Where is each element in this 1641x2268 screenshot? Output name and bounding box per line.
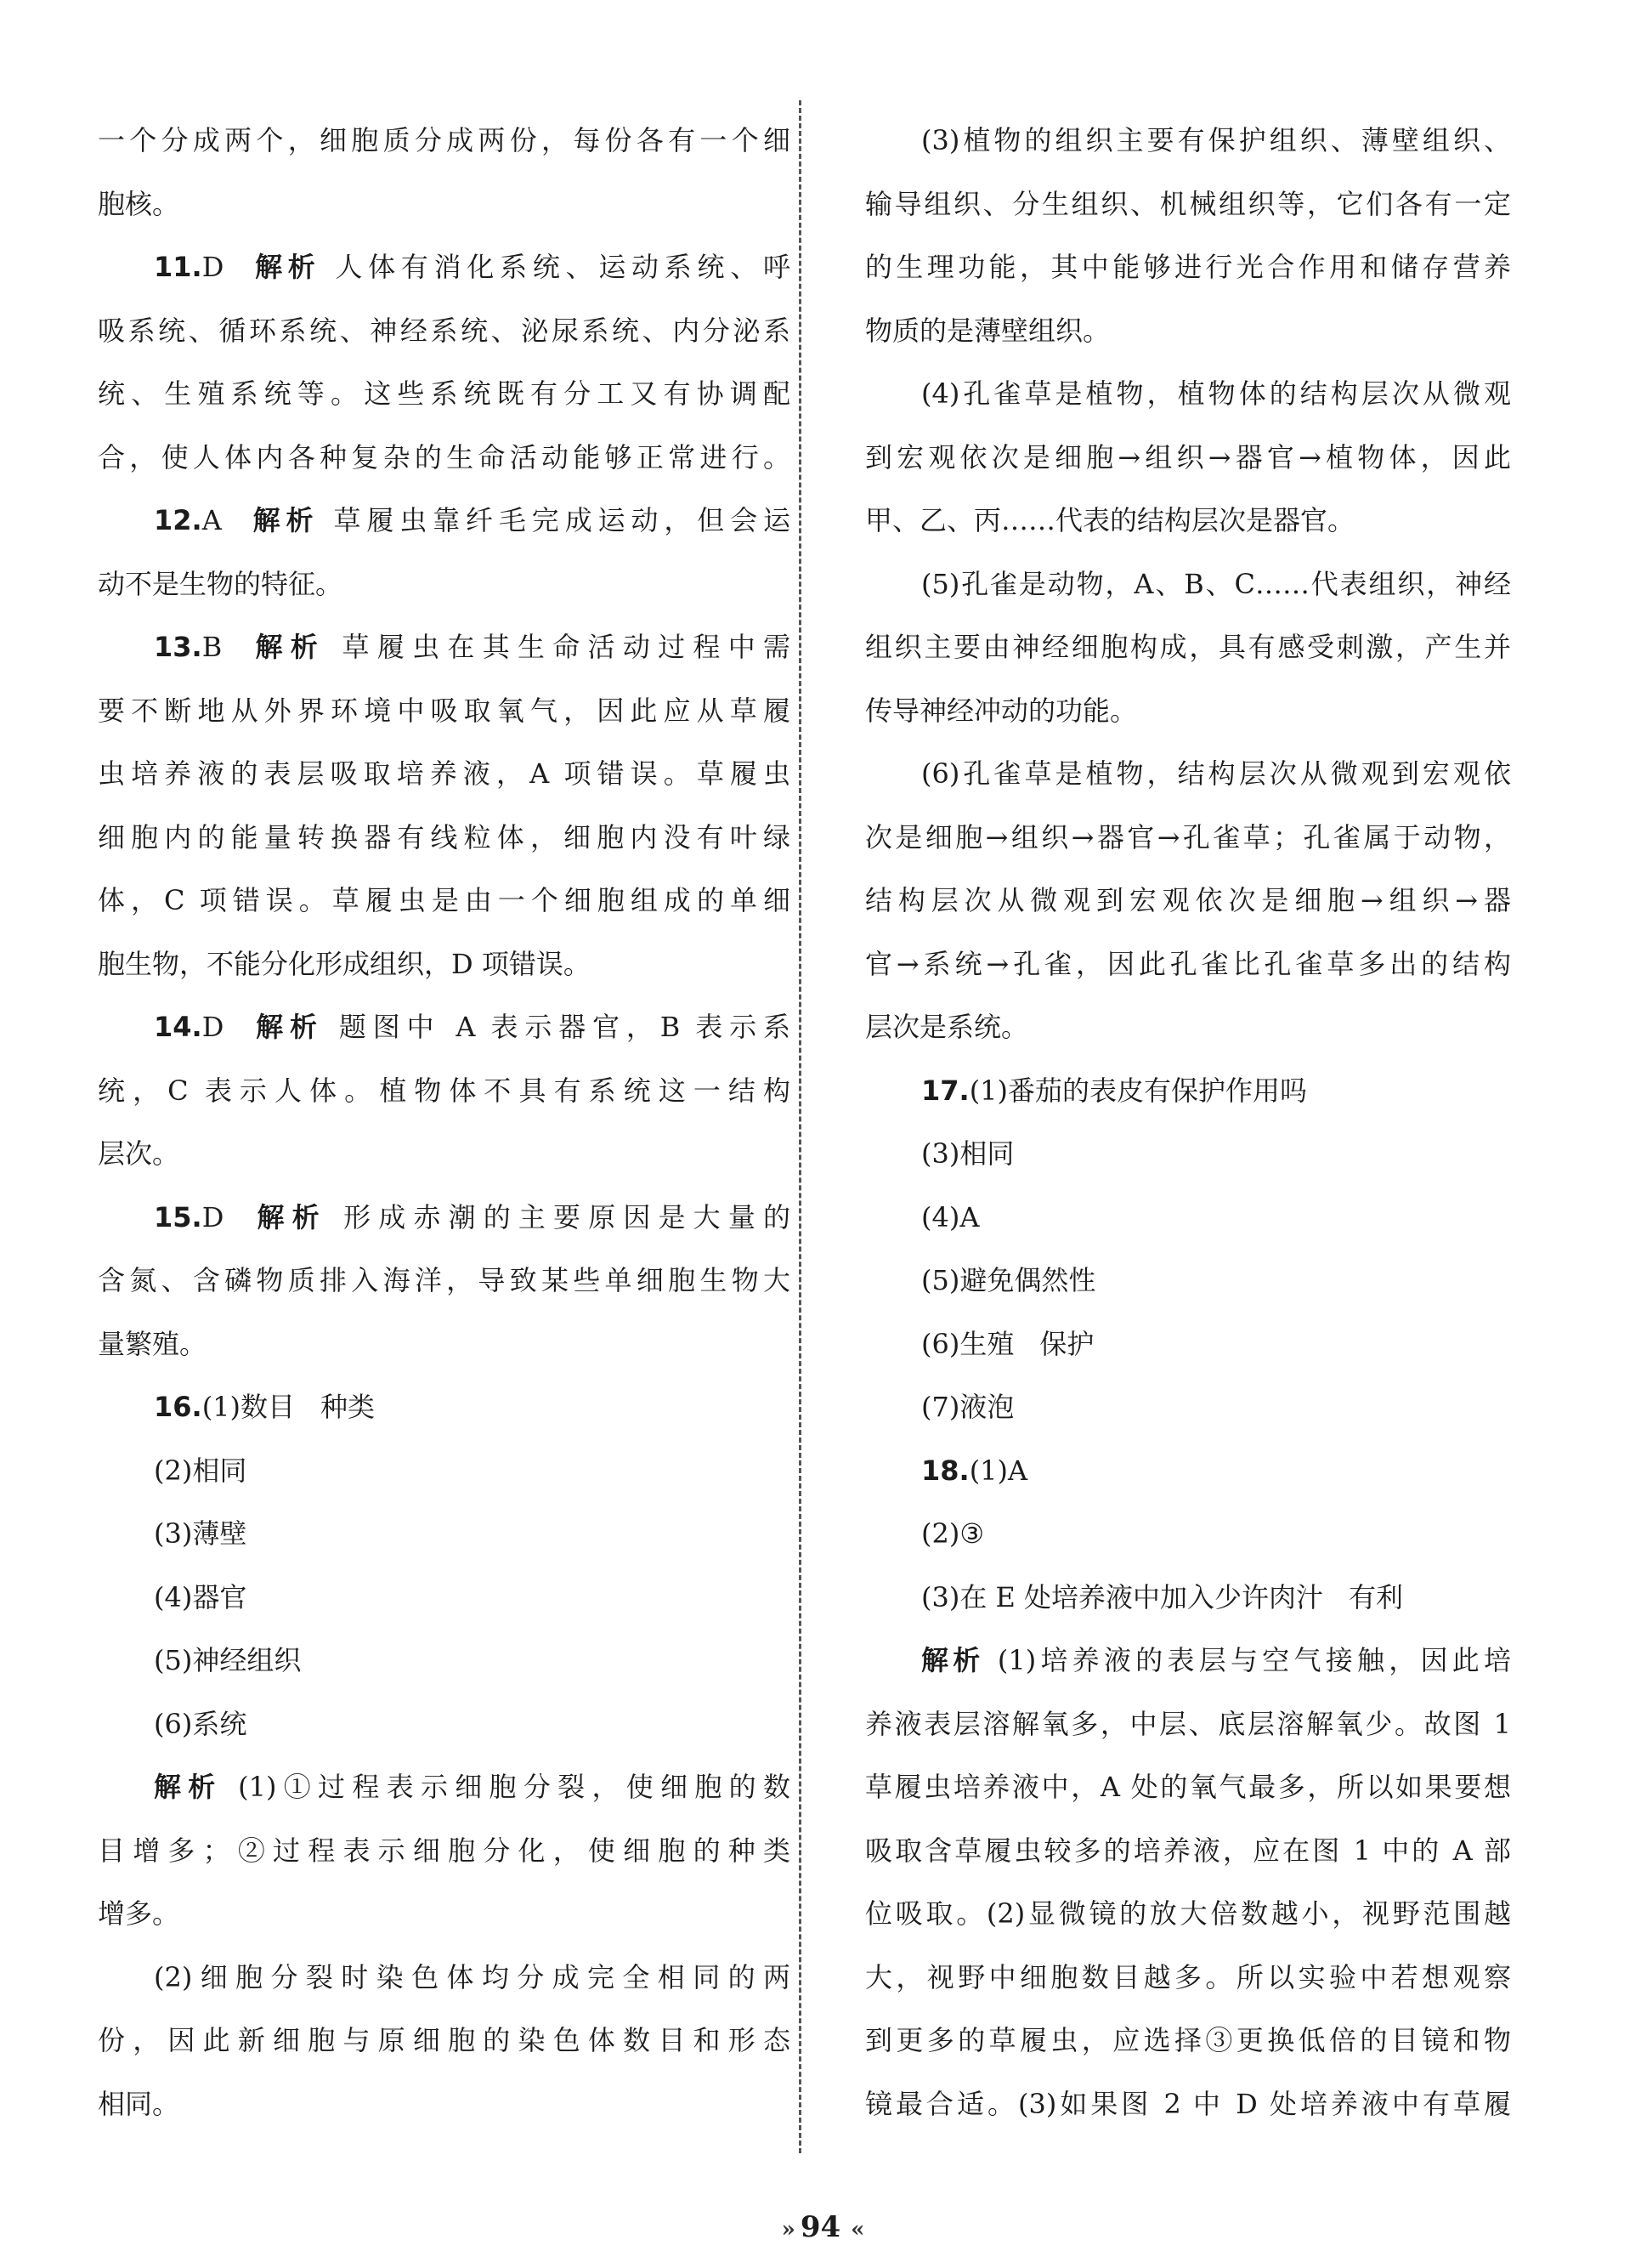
line-text: 大，视野中细胞数目越多。所以实验中若想观察 <box>865 1960 1511 1993</box>
line-text: 输导组织、分生组织、机械组织等，它们各有一定 <box>865 187 1511 220</box>
line-text: 层次是系统。 <box>865 1011 1029 1043</box>
text-line <box>865 1186 1511 1250</box>
text-line <box>865 1313 1511 1376</box>
text-line <box>865 1502 1511 1566</box>
line-text: 份，因此新细胞与原细胞的染色体数目和形态 <box>98 2024 790 2056</box>
line-text: 相同。 <box>98 2087 180 2120</box>
line-text: (3)相同 <box>921 1137 1015 1170</box>
analysis-label: 解析 <box>249 251 321 283</box>
line-text: (6)系统 <box>154 1707 247 1740</box>
line-text: 含氮、含磷物质排入海洋，导致某些单细胞生物大 <box>98 1264 790 1296</box>
text-line <box>865 299 1511 363</box>
line-text: (3)植物的组织主要有保护组织、薄壁组织、 <box>921 124 1511 156</box>
text-line <box>865 109 1511 173</box>
line-text: 草履虫在其生命活动过程中需 <box>342 631 790 663</box>
line-text: (2)细胞分裂时染色体均分成完全相同的两 <box>154 1960 790 1993</box>
line-text: 虫培养液的表层吸取培养液，A 项错误。草履虫 <box>98 757 790 790</box>
text-line <box>98 1375 790 1439</box>
line-text: 增多。 <box>98 1897 180 1930</box>
page-number: 94 <box>800 2210 841 2244</box>
text-line <box>98 1692 790 1756</box>
text-line <box>98 1059 790 1123</box>
text-line <box>865 1059 1511 1123</box>
text-line <box>98 2009 790 2072</box>
answer-letter: D <box>201 1011 224 1043</box>
line-text: 胞核。 <box>98 187 180 220</box>
line-text: 动不是生物的特征。 <box>98 567 343 600</box>
text-line <box>865 1122 1511 1186</box>
line-text: 体，C 项错误。草履虫是由一个细胞组成的单细 <box>98 884 790 916</box>
line-text: (2)相同 <box>154 1454 247 1487</box>
text-line <box>98 1819 790 1883</box>
text-line <box>98 1313 790 1376</box>
text-line <box>98 1502 790 1566</box>
text-line <box>98 109 790 173</box>
text-line <box>865 1946 1511 2010</box>
text-line <box>865 2072 1511 2136</box>
line-text: 物质的是薄壁组织。 <box>865 314 1111 347</box>
question-number: 11. <box>154 251 202 283</box>
text-line <box>865 2009 1511 2072</box>
text-line <box>98 299 790 363</box>
line-text: 统，C 表示人体。植物体不具有系统这一结构 <box>98 1074 790 1107</box>
analysis-label: 解析 <box>154 1771 223 1803</box>
text-line <box>98 1249 790 1313</box>
text-line <box>865 362 1511 426</box>
analysis-label: 解析 <box>246 504 320 536</box>
text-line <box>98 1439 790 1503</box>
footer-right-arrow: « <box>851 2217 860 2242</box>
line-text: 到更多的草履虫，应选择③更换低倍的目镜和物 <box>865 2024 1511 2056</box>
line-text: 胞生物，不能分化形成组织，D 项错误。 <box>98 947 591 980</box>
text-line <box>865 426 1511 490</box>
left-column <box>98 109 790 2135</box>
line-text: (5)孔雀是动物，A、B、C……代表组织，神经 <box>921 567 1511 600</box>
line-text: (2)③ <box>921 1517 985 1550</box>
line-text: (3)在 E 处培养液中加入少许肉汁 <box>921 1580 1324 1613</box>
line-text: 甲、乙、丙……代表的结构层次是器官。 <box>865 504 1355 536</box>
line-text: 要不断地从外界环境中吸取氧气，因此应从草履 <box>98 694 790 727</box>
text-line <box>865 679 1511 743</box>
line-text: 层次。 <box>98 1137 180 1170</box>
line-text: 结构层次从微观到宏观依次是细胞→组织→器 <box>865 884 1511 916</box>
line-text: (6)孔雀草是植物，结构层次从微观到宏观依 <box>921 757 1511 790</box>
line-text: 草履虫靠纤毛完成运动，但会运 <box>333 504 790 536</box>
text-line <box>865 553 1511 616</box>
analysis-label: 解析 <box>249 1200 327 1233</box>
text-line <box>865 1755 1511 1819</box>
text-line <box>98 933 790 996</box>
line-text: (4)器官 <box>154 1580 247 1613</box>
question-number: 17. <box>921 1074 970 1107</box>
line-text: 官→系统→孔雀，因此孔雀比孔雀草多出的结构 <box>865 947 1511 980</box>
analysis-label: 解析 <box>921 1644 985 1676</box>
text-line <box>98 362 790 426</box>
text-line <box>865 742 1511 806</box>
line-text: 统、生殖系统等。这些系统既有分工又有协调配 <box>98 377 790 410</box>
column-divider <box>799 100 801 2153</box>
text-line <box>865 489 1511 553</box>
line-text: (5)神经组织 <box>154 1644 302 1676</box>
line-text: 到宏观依次是细胞→组织→器官→植物体，因此 <box>865 440 1511 473</box>
text-line <box>865 173 1511 236</box>
text-line <box>98 869 790 933</box>
text-line <box>865 869 1511 933</box>
question-number: 14. <box>154 1011 202 1043</box>
line-text: 镜最合适。(3)如果图 2 中 D 处培养液中有草履 <box>865 2087 1511 2120</box>
text-line <box>865 1882 1511 1946</box>
text-line <box>865 1629 1511 1692</box>
line-text: 位吸取。(2)显微镜的放大倍数越小，视野范围越 <box>865 1897 1511 1930</box>
text-line <box>865 1566 1511 1630</box>
line-text: (1)番茄的表皮有保护作用吗 <box>969 1074 1308 1107</box>
answer-letter: D <box>201 1200 224 1233</box>
line-text: (3)薄壁 <box>154 1517 247 1550</box>
line-text: 传导神经冲动的功能。 <box>865 694 1138 727</box>
line-text: 次是细胞→组织→器官→孔雀草；孔雀属于动物， <box>865 820 1511 853</box>
line-text: (5)避免偶然性 <box>921 1264 1096 1296</box>
text-line <box>98 1186 790 1250</box>
text-line <box>865 1375 1511 1439</box>
text-line <box>98 235 790 299</box>
line-text: 草履虫培养液中，A 处的氧气最多，所以如果要想 <box>865 1771 1511 1803</box>
answer-letter: A <box>201 504 222 536</box>
line-text: 种类 <box>320 1391 376 1423</box>
line-text: 组织主要由神经细胞构成，具有感受刺激，产生并 <box>865 631 1511 663</box>
question-number: 16. <box>154 1391 202 1423</box>
line-text: (1)数目 <box>201 1391 296 1423</box>
text-line <box>98 742 790 806</box>
line-text: 的生理功能，其中能够进行光合作用和储存营养 <box>865 251 1511 283</box>
text-line <box>865 615 1511 679</box>
line-text: (1)①过程表示细胞分裂，使细胞的数 <box>238 1771 790 1803</box>
right-column <box>865 109 1511 2135</box>
text-line <box>865 1249 1511 1313</box>
line-text: 形成赤潮的主要原因是大量的 <box>343 1200 790 1233</box>
text-line <box>98 1122 790 1186</box>
line-text: 人体有消化系统、运动系统、呼 <box>335 251 790 283</box>
text-line <box>98 1882 790 1946</box>
text-line <box>98 1566 790 1630</box>
line-text: 题图中 A 表示器官，B 表示系 <box>338 1011 790 1043</box>
line-text: (6)生殖 <box>921 1327 1015 1360</box>
line-text: 量繁殖。 <box>98 1327 207 1360</box>
line-text: 养液表层溶解氧多，中层、底层溶解氧少。故图 1 <box>865 1707 1511 1740</box>
line-text: 目增多；②过程表示细胞分化，使细胞的种类 <box>98 1834 790 1867</box>
line-text: 一个分成两个，细胞质分成两份，每份各有一个细 <box>98 124 790 156</box>
analysis-label: 解析 <box>247 631 326 663</box>
text-line <box>98 1946 790 2010</box>
text-line <box>98 995 790 1059</box>
text-line <box>98 489 790 553</box>
analysis-label: 解析 <box>249 1011 324 1043</box>
question-number: 18. <box>921 1454 970 1487</box>
text-line <box>865 1439 1511 1503</box>
page-footer <box>0 2210 1641 2247</box>
text-line <box>98 426 790 490</box>
line-text: (1)培养液的表层与空气接触，因此培 <box>997 1644 1511 1676</box>
question-number: 15. <box>154 1200 202 1233</box>
line-text: 合，使人体内各种复杂的生命活动能够正常进行。 <box>98 440 790 473</box>
text-line <box>865 1819 1511 1883</box>
text-line <box>865 1692 1511 1756</box>
footer-left-arrow: » <box>781 2217 790 2242</box>
question-number: 13. <box>154 631 202 663</box>
line-text: 有利 <box>1349 1580 1404 1613</box>
answer-letter: D <box>201 251 224 283</box>
line-text: (4)A <box>921 1200 980 1233</box>
text-line <box>865 933 1511 996</box>
text-line <box>98 679 790 743</box>
line-text: 吸系统、循环系统、神经系统、泌尿系统、内分泌系 <box>98 314 790 347</box>
question-number: 12. <box>154 504 202 536</box>
text-line <box>98 1755 790 1819</box>
text-line <box>98 2072 790 2136</box>
text-line <box>98 806 790 870</box>
text-line <box>865 995 1511 1059</box>
line-text: (7)液泡 <box>921 1391 1015 1423</box>
answer-letter: B <box>201 631 223 663</box>
line-text: (4)孔雀草是植物，植物体的结构层次从微观 <box>921 377 1511 410</box>
line-text: (1)A <box>969 1454 1028 1487</box>
line-text: 吸取含草履虫较多的培养液，应在图 1 中的 A 部 <box>865 1834 1511 1867</box>
text-line <box>98 1629 790 1692</box>
text-line <box>98 615 790 679</box>
text-line <box>98 173 790 236</box>
line-text: 细胞内的能量转换器有线粒体，细胞内没有叶绿 <box>98 820 790 853</box>
text-line <box>865 235 1511 299</box>
text-line <box>865 806 1511 870</box>
text-line <box>98 553 790 616</box>
line-text: 保护 <box>1039 1327 1095 1360</box>
